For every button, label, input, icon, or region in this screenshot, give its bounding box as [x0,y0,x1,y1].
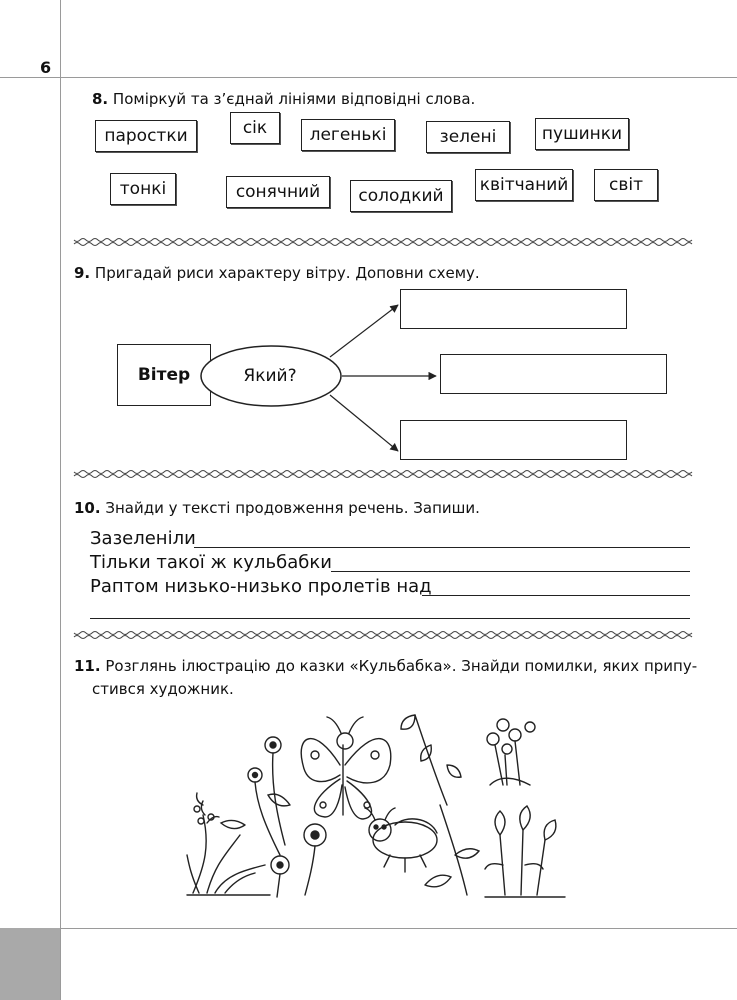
schema-answer-box-1[interactable] [400,289,627,329]
answer-line-1[interactable] [194,547,690,548]
grass-clump-left-icon [187,793,270,895]
answer-line-2[interactable] [331,571,690,572]
divider-3 [74,630,692,640]
beetle-icon [365,808,437,872]
word-card-svit[interactable]: світ [594,169,658,201]
schema-question: Який? [243,366,297,386]
answer-line-3[interactable] [422,595,690,596]
daisy-flowers-icon [248,737,326,897]
word-card-tonki[interactable]: тонкі [110,173,176,205]
sentence-prompt-1: Зазеленіли [90,528,196,549]
word-card-sonyachnyi[interactable]: сонячний [226,176,330,208]
task-9-number: 9. [74,264,91,282]
task-9-text: Пригадай риси характеру вітру. Доповни схему. [94,264,480,282]
butterfly-icon [301,717,391,819]
word-card-lehenki[interactable]: легенькі [301,119,395,151]
task-11-text-line2: стився художник. [92,680,234,698]
schema-source-box [117,344,211,406]
word-card-solodkyi[interactable]: солодкий [350,180,452,212]
task-10-title [74,499,480,517]
word-card-pushynky[interactable]: пушинки [535,118,629,150]
word-card-sik[interactable]: сік [230,112,280,144]
task-11-title [74,657,697,675]
word-card-zeleni[interactable]: зелені [426,121,510,153]
task-11-number: 11. [74,657,101,675]
schema-answer-box-2[interactable] [440,354,667,394]
word-card-kvitchanyi[interactable]: квітчаний [475,169,573,201]
task-8-text: Поміркуй та з’єднай лініями відповідні слова. [112,90,476,108]
flower-cluster-icon [487,719,535,785]
word-card-parostky[interactable]: паростки [95,120,197,152]
task-11-text-line1: Розглянь ілюстрацію до казки «Кульбабка». Знайди помилки, яких припу- [105,657,698,675]
task-8-number: 8. [92,90,109,108]
page-number: 6 [40,58,52,77]
task-10-text: Знайди у тексті продовження речень. Запиши. [105,499,480,517]
answer-line-4[interactable] [90,618,690,619]
task-10-number: 10. [74,499,101,517]
schema-answer-box-3[interactable] [400,420,627,460]
schema-source-label: Вітер [137,365,191,385]
sentence-prompt-2: Тільки такої ж кульбабки [90,552,332,573]
bell-flowers-icon [401,715,467,895]
tulip-flowers-icon [485,806,565,897]
sentence-prompt-3: Раптом низько-низько пролетів над [90,576,432,597]
illustration-dandelion-tale [185,705,575,905]
divider-2 [74,469,692,479]
